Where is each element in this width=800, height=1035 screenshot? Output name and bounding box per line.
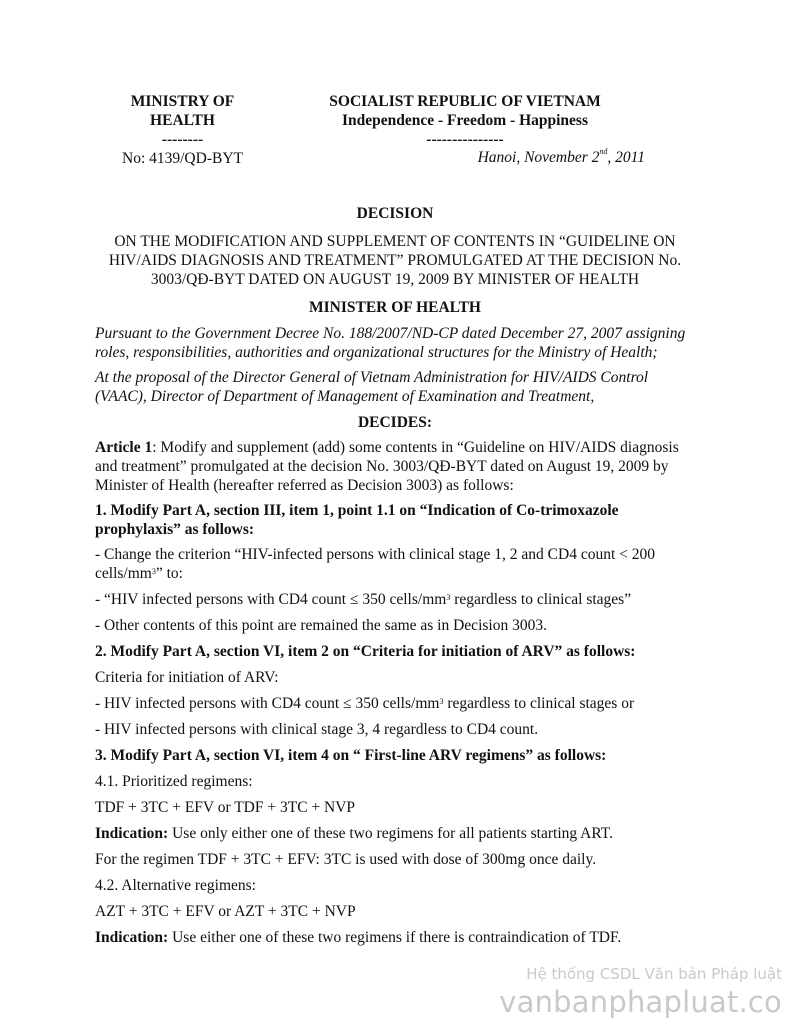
pursuant-clause-1: Pursuant to the Government Decree No. 188/2007/ND-CP dated December 27, 2007 assigning roles, responsibilities, authorities and organizational structures for the Ministry of Health; xyxy=(95,325,686,361)
superscript: 3 xyxy=(151,567,156,576)
watermark-site: vanbanphapluat.co xyxy=(499,985,782,1019)
indication-label: Indication: xyxy=(95,929,169,946)
section-3-para-3: For the regimen TDF + 3TC + EFV: 3TC is used with dose of 300mg once daily. xyxy=(95,851,597,868)
section-1-para-2-tail: regardless to clinical stages” xyxy=(450,591,632,608)
state-motto: Independence - Freedom - Happiness xyxy=(341,112,588,129)
state-block xyxy=(300,92,630,149)
section-1-para-2-text: - “HIV infected persons with CD4 count ≤ 350 cells/mm xyxy=(95,591,447,608)
superscript: 3 xyxy=(439,697,444,706)
section-3-para-1: 4.1. Prioritized regimens: xyxy=(95,773,253,790)
article-1 xyxy=(95,438,695,495)
issuer-name-line1: MINISTRY OF xyxy=(130,93,235,110)
document-number: No: 4139/QD-BYT xyxy=(122,150,243,167)
document-title: DECISION xyxy=(356,205,434,222)
decides-heading: DECIDES: xyxy=(357,414,433,431)
issuer-divider: -------- xyxy=(161,131,204,148)
section-2-para-1: Criteria for initiation of ARV: xyxy=(95,669,279,686)
section-3-para-2: TDF + 3TC + EFV or TDF + 3TC + NVP xyxy=(95,799,356,816)
pursuant-clause-2: At the proposal of the Director General of Vietnam Administration for HIV/AIDS Control (VAAC), Director of Department of Management of Examination and Treatment, xyxy=(95,369,649,405)
section-3-para-5: AZT + 3TC + EFV or AZT + 3TC + NVP xyxy=(95,903,356,920)
article-1-text: : Modify and supplement (add) some contents in “Guideline on HIV/AIDS diagnosis and treatment” promulgated at the decision No. 3003/QĐ-BYT dated on August 19, 2009 by Minister of Health (hereafter referred as Decision 3003) as follows: xyxy=(95,439,679,494)
section-1-heading: 1. Modify Part A, section III, item 1, point 1.1 on “Indication of Co-trimoxazole prophylaxis” as follows: xyxy=(95,502,619,538)
issuer-name-line2: HEALTH xyxy=(150,112,215,129)
indication-text: Use either one of these two regimens if there is contraindication of TDF. xyxy=(168,929,622,946)
issuer-block xyxy=(95,92,270,168)
article-1-label: Article 1 xyxy=(95,439,153,456)
document-page xyxy=(95,92,695,947)
issue-date xyxy=(478,149,645,167)
issue-date-suffix: nd xyxy=(599,147,608,156)
section-1-para-2 xyxy=(95,590,695,609)
section-2-para-2 xyxy=(95,694,695,713)
section-2-heading: 2. Modify Part A, section VI, item 2 on “Criteria for initiation of ARV” as follows: xyxy=(95,643,636,660)
section-3-indication-2 xyxy=(95,928,695,947)
section-1-para-1-tail: ” to: xyxy=(155,565,183,582)
section-2-para-2-tail: regardless to clinical stages or xyxy=(443,695,635,712)
authority-heading: MINISTER OF HEALTH xyxy=(309,299,481,316)
issue-date-main: Hanoi, November 2 xyxy=(477,149,600,166)
section-1-para-3: - Other contents of this point are remained the same as in Decision 3003. xyxy=(95,617,547,634)
indication-label: Indication: xyxy=(95,825,169,842)
section-2-para-3: - HIV infected persons with clinical stage 3, 4 regardless to CD4 count. xyxy=(95,721,539,738)
indication-text: Use only either one of these two regimens for all patients starting ART. xyxy=(168,825,613,842)
document-header xyxy=(95,92,695,172)
watermark-tagline: Hệ thống CSDL Văn bản Pháp luật xyxy=(526,965,782,983)
section-1-para-1 xyxy=(95,545,695,583)
section-3-heading: 3. Modify Part A, section VI, item 4 on “ First-line ARV regimens” as follows: xyxy=(95,747,607,764)
section-1-para-1-text: - Change the criterion “HIV-infected persons with clinical stage 1, 2 and CD4 count < 200 cells/mm xyxy=(95,546,655,582)
state-divider: --------------- xyxy=(426,131,504,148)
section-3-indication-1 xyxy=(95,824,695,843)
section-2-para-2-text: - HIV infected persons with CD4 count ≤ 350 cells/mm xyxy=(95,695,440,712)
watermark xyxy=(499,965,782,1019)
superscript: 3 xyxy=(446,593,451,602)
state-name: SOCIALIST REPUBLIC OF VIETNAM xyxy=(329,93,601,110)
issue-date-year: , 2011 xyxy=(607,149,645,166)
document-subtitle: ON THE MODIFICATION AND SUPPLEMENT OF CONTENTS IN “GUIDELINE ON HIV/AIDS DIAGNOSIS AND TREATMENT” PROMULGATED AT THE DECISION No. 3003/QĐ-BYT DATED ON AUGUST 19, 2009 BY MINISTER OF HEALTH xyxy=(108,233,682,288)
section-3-para-4: 4.2. Alternative regimens: xyxy=(95,877,256,894)
